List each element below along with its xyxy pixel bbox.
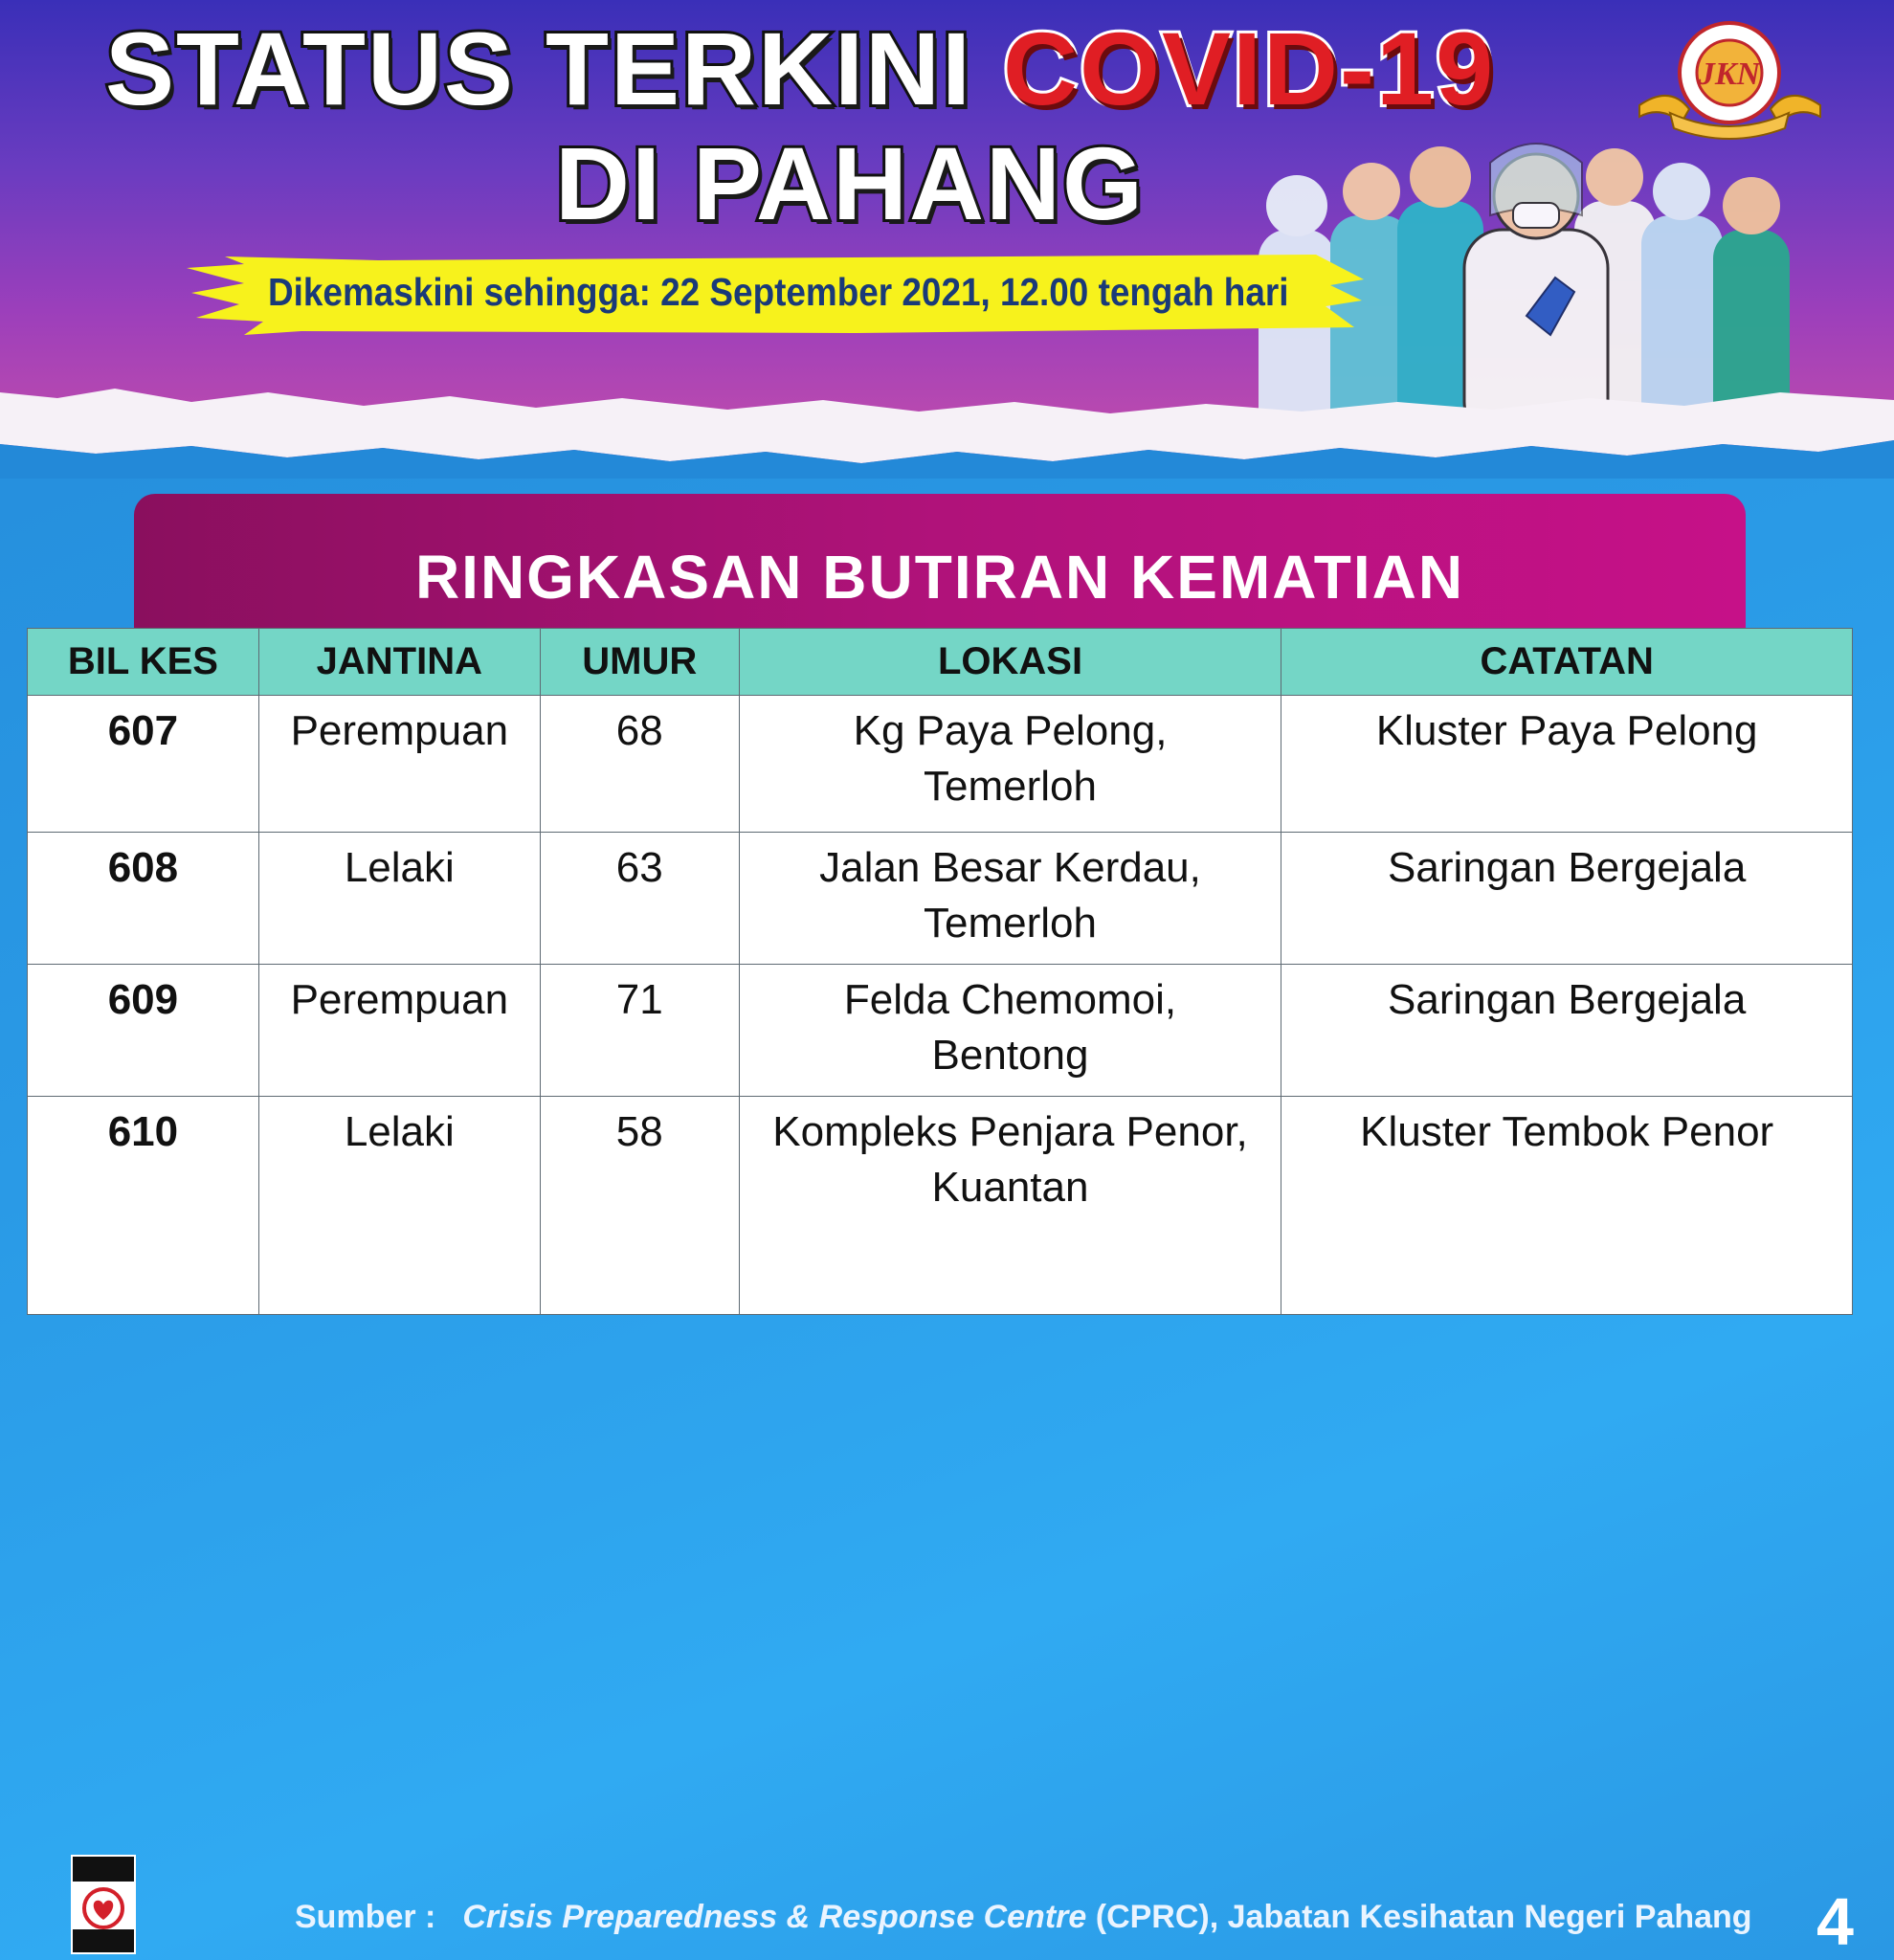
update-banner: [187, 251, 1364, 337]
jkn-logo-initials: JKN: [1698, 56, 1761, 92]
cell-lokasi: [739, 833, 1281, 965]
table-row: [28, 696, 1853, 833]
cell-jantina: Lelaki: [258, 833, 540, 965]
cell-umur: 71: [540, 965, 739, 1097]
cell-catatan: Kluster Tembok Penor: [1281, 1097, 1853, 1315]
header-umur: UMUR: [540, 629, 739, 696]
source-label: Sumber :: [295, 1899, 436, 1935]
cell-jantina: Perempuan: [258, 965, 540, 1097]
header-lokasi: LOKASI: [739, 629, 1281, 696]
cell-umur: 63: [540, 833, 739, 965]
lokasi-line2: Temerloh: [924, 763, 1097, 810]
table-header-row: [28, 629, 1853, 696]
page-title-line1: [105, 11, 1496, 126]
cell-jantina: Perempuan: [258, 696, 540, 833]
page-number: 4: [1816, 1884, 1854, 1959]
cell-lokasi: [739, 965, 1281, 1097]
lokasi-line1: Jalan Besar Kerdau,: [819, 844, 1201, 891]
source-organization: Crisis Preparedness & Response Centre: [462, 1899, 1087, 1935]
lokasi-line2: Bentong: [931, 1032, 1089, 1079]
jkn-logo: [1632, 17, 1828, 142]
death-summary-table: [27, 628, 1853, 1315]
header-catatan: CATATAN: [1281, 629, 1853, 696]
title-covid: COVID-19: [1003, 11, 1496, 126]
title-status-terkini: STATUS TERKINI: [105, 11, 972, 126]
lokasi-line1: Kompleks Penjara Penor,: [772, 1108, 1248, 1155]
header-jantina: JANTINA: [258, 629, 540, 696]
table-row: [28, 965, 1853, 1097]
table-row: [28, 1097, 1853, 1315]
torn-paper-edge: [0, 364, 1894, 479]
table-row: [28, 833, 1853, 965]
cell-umur: 68: [540, 696, 739, 833]
lokasi-line2: Temerloh: [924, 900, 1097, 947]
source-department: (CPRC), Jabatan Kesihatan Negeri Pahang: [1086, 1899, 1752, 1935]
cell-umur: 58: [540, 1097, 739, 1315]
lokasi-line1: Kg Paya Pelong,: [853, 707, 1168, 754]
lokasi-line2: Kuantan: [931, 1164, 1089, 1211]
header-banner: [0, 0, 1894, 479]
koi-nak-sihat-badge: [71, 1855, 136, 1954]
cell-lokasi: [739, 1097, 1281, 1315]
header-bil-kes: BIL KES: [28, 629, 259, 696]
cell-lokasi: [739, 696, 1281, 833]
source-line: [295, 1899, 1752, 1936]
section-title: RINGKASAN BUTIRAN KEMATIAN: [414, 543, 1465, 612]
cell-bil-kes: 609: [28, 965, 259, 1097]
update-timestamp: Dikemaskini sehingga: 22 September 2021, 12.00 tengah hari: [268, 270, 1289, 314]
cell-catatan: Kluster Paya Pelong: [1281, 696, 1853, 833]
cell-catatan: Saringan Bergejala: [1281, 833, 1853, 965]
cell-catatan: Saringan Bergejala: [1281, 965, 1853, 1097]
cell-bil-kes: 608: [28, 833, 259, 965]
lokasi-line1: Felda Chemomoi,: [843, 976, 1177, 1023]
cell-jantina: Lelaki: [258, 1097, 540, 1315]
page-title-line2: DI PAHANG: [555, 125, 1146, 241]
cell-bil-kes: 610: [28, 1097, 259, 1315]
section-title-panel: [134, 494, 1746, 628]
cell-bil-kes: 607: [28, 696, 259, 833]
